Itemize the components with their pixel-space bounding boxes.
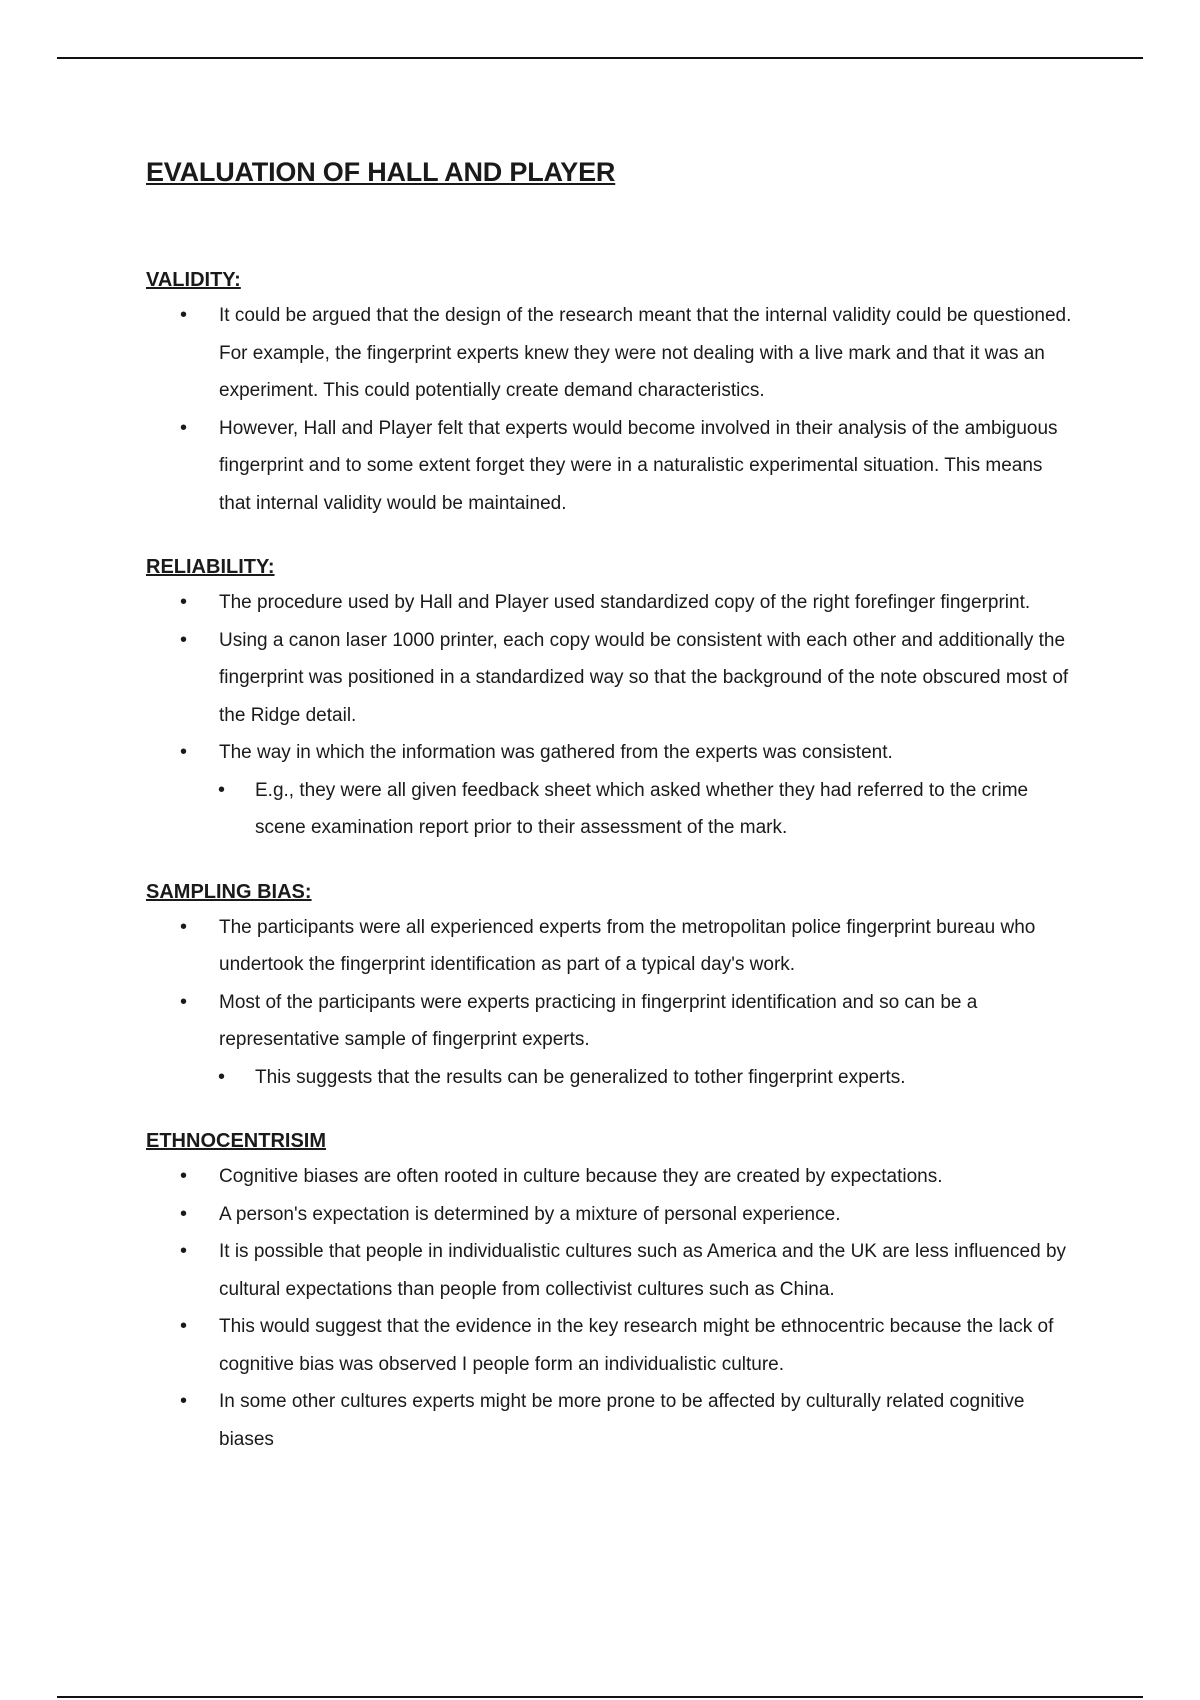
- section-validity: [146, 265, 1076, 522]
- document-body: [146, 150, 1076, 1488]
- list-item: • This would suggest that the evidence in the key research might be ethnocentric because the lack of cognitive bias was observed I people form an individualistic culture.: [146, 1308, 1076, 1383]
- bullet-list: [146, 297, 1076, 522]
- section-heading: ETHNOCENTRISIM: [146, 1130, 326, 1152]
- sub-list-item: • This suggests that the results can be generalized to tother fingerprint experts.: [146, 1059, 1076, 1097]
- section-heading: VALIDITY:: [146, 269, 241, 291]
- list-item: • The procedure used by Hall and Player used standardized copy of the right forefinger fingerprint.: [146, 584, 1076, 622]
- list-item: • In some other cultures experts might be more prone to be affected by culturally related cognitive biases: [146, 1383, 1076, 1458]
- section-reliability: [146, 552, 1076, 847]
- list-item: • A person's expectation is determined by a mixture of personal experience.: [146, 1196, 1076, 1234]
- top-rule: [57, 57, 1143, 59]
- list-item: • The way in which the information was gathered from the experts was consistent.: [146, 734, 1076, 772]
- section-heading: SAMPLING BIAS:: [146, 880, 312, 903]
- list-item: • It could be argued that the design of the research meant that the internal validity could be questioned. For example, the fingerprint experts knew they were not dealing with a live mark and that it was an experiment. This could potentially create demand characteristics.: [146, 297, 1076, 410]
- bullet-list: [146, 1158, 1076, 1458]
- list-item: • It is possible that people in individualistic cultures such as America and the UK are less influenced by cultural expectations than people from collectivist cultures such as China.: [146, 1233, 1076, 1308]
- list-item: • Most of the participants were experts practicing in fingerprint identification and so can be a representative sample of fingerprint experts.: [146, 984, 1076, 1059]
- list-item: • However, Hall and Player felt that experts would become involved in their analysis of the ambiguous fingerprint and to some extent forget they were in a naturalistic experimental situation. This means that internal validity would be maintained.: [146, 410, 1076, 523]
- list-item: • The participants were all experienced experts from the metropolitan police fingerprint bureau who undertook the fingerprint identification as part of a typical day's work.: [146, 909, 1076, 984]
- section-ethnocentrism: [146, 1126, 1076, 1458]
- list-item: • Cognitive biases are often rooted in culture because they are created by expectations.: [146, 1158, 1076, 1196]
- section-heading: RELIABILITY:: [146, 556, 275, 578]
- section-sampling-bias: [146, 877, 1076, 1097]
- bullet-list: [146, 909, 1076, 1097]
- bottom-rule: [57, 1696, 1143, 1698]
- document-title: EVALUATION OF HALL AND PLAYER: [146, 157, 616, 187]
- list-item: • Using a canon laser 1000 printer, each copy would be consistent with each other and additionally the fingerprint was positioned in a standardized way so that the background of the note obscured most of the Ridge detail.: [146, 622, 1076, 735]
- sub-list-item: • E.g., they were all given feedback sheet which asked whether they had referred to the crime scene examination report prior to their assessment of the mark.: [146, 772, 1076, 847]
- bullet-list: [146, 584, 1076, 847]
